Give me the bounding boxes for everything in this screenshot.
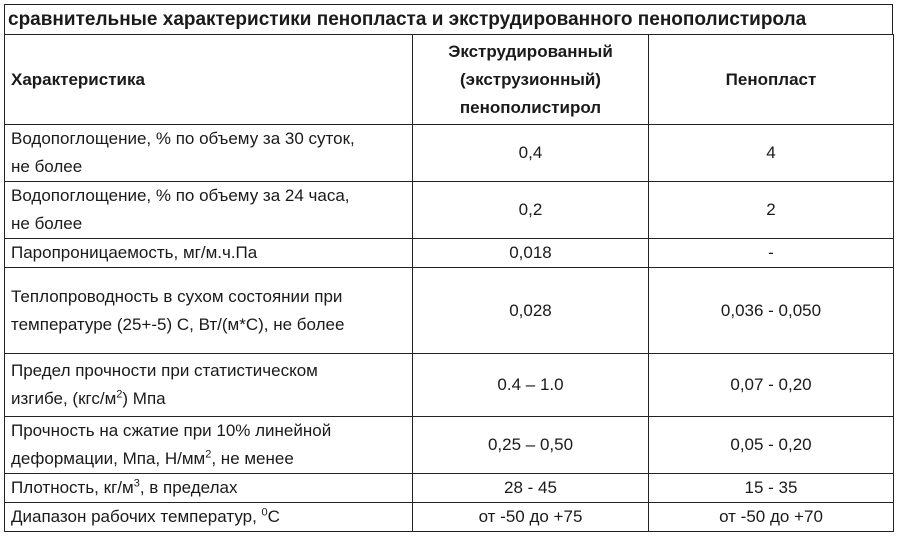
char-text: , в пределах [139,478,238,497]
char-line: температуре (25+-5) С, Вт/(м*С), не более [11,314,345,334]
row-characteristic [5,417,413,474]
table-row [5,503,894,532]
char-line: Прочность на сжатие при 10% линейной [11,421,332,440]
superscript: 0 [261,506,268,519]
row-characteristic [5,503,413,532]
header-xps-line2: (экструзионный) [460,69,601,89]
header-eps: Пенопласт [649,35,894,125]
row-eps-value: 4 [649,125,894,182]
row-xps-value: 0,018 [413,239,649,268]
header-row [5,35,894,125]
char-text: деформации, Мпа, Н/мм [11,449,206,468]
row-xps-value: 0.4 – 1.0 [413,354,649,417]
table-row [5,354,894,417]
row-eps-value: 15 - 35 [649,474,894,503]
row-eps-value: 2 [649,182,894,239]
char-text: изгибе, (кгс/м [11,389,117,408]
row-eps-value: 0,05 - 0,20 [649,417,894,474]
char-line [11,385,406,413]
char-line: Теплопроводность в сухом состоянии при [11,286,343,306]
table-row [5,125,894,182]
row-characteristic [5,182,413,239]
row-eps-value: от -50 до +70 [649,503,894,532]
row-eps-value: 0,07 - 0,20 [649,354,894,417]
table-row [5,417,894,474]
superscript: 2 [116,388,123,401]
header-xps [413,35,649,125]
row-characteristic: Паропроницаемость, мг/м.ч.Па [5,239,413,268]
table-title: сравнительные характеристики пенопласта и экструдированного пенополистирола [4,4,893,34]
table-row [5,268,894,354]
row-characteristic [5,268,413,354]
char-line [11,445,406,473]
char-text: Диапазон рабочих температур, [11,507,262,526]
table-row [5,474,894,503]
row-xps-value: от -50 до +75 [413,503,649,532]
char-line: Водопоглощение, % по объему за 24 часа, [11,186,350,205]
row-xps-value: 0,25 – 0,50 [413,417,649,474]
table-row [5,182,894,239]
row-xps-value: 0,028 [413,268,649,354]
header-characteristic: Характеристика [5,35,413,125]
superscript: 2 [205,448,212,461]
row-xps-value: 0,2 [413,182,649,239]
table-row [5,239,894,268]
char-line: не более [11,157,83,176]
row-xps-value: 28 - 45 [413,474,649,503]
row-eps-value: - [649,239,894,268]
char-text: С [267,507,280,526]
row-xps-value: 0,4 [413,125,649,182]
char-text: Плотность, кг/м [11,478,134,497]
char-text: ) Мпа [122,389,166,408]
char-text: , не менее [211,449,294,468]
comparison-table [4,34,894,532]
superscript: 3 [133,477,140,490]
row-characteristic [5,354,413,417]
row-characteristic [5,474,413,503]
row-eps-value: 0,036 - 0,050 [649,268,894,354]
char-line: Водопоглощение, % по объему за 30 суток, [11,129,355,148]
char-line: Предел прочности при статистическом [11,361,318,380]
row-characteristic [5,125,413,182]
header-xps-line3: пенополистирол [459,97,602,117]
char-line: не более [11,214,83,233]
header-xps-line1: Экструдированный [448,41,613,61]
